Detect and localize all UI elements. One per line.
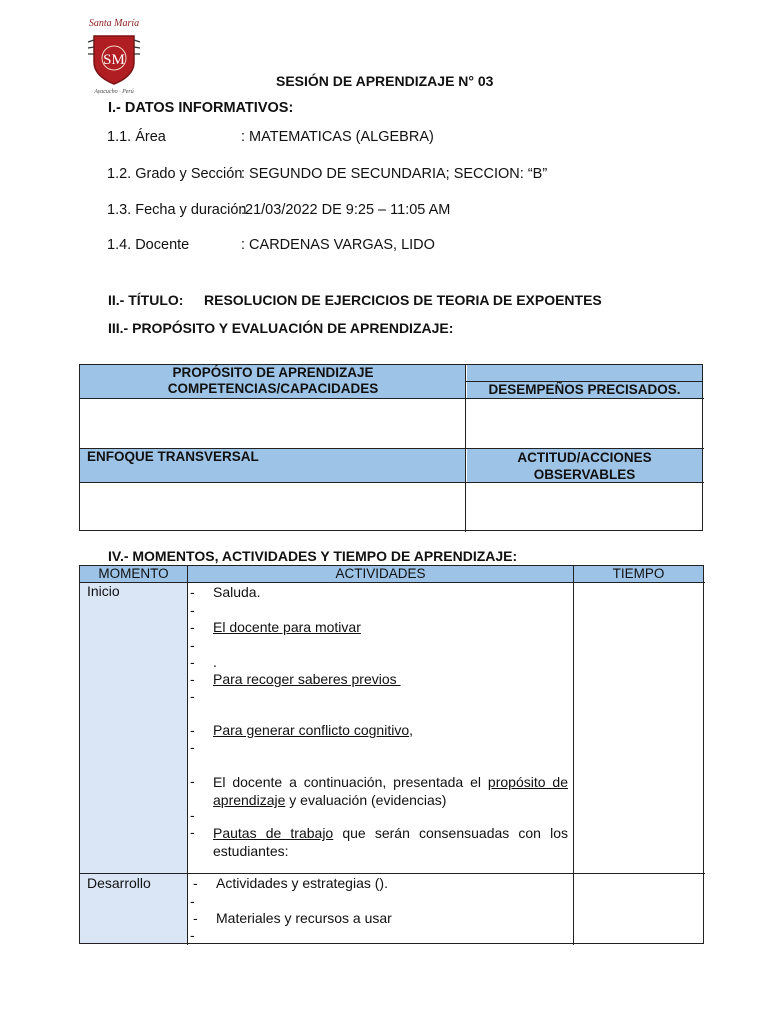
activity-text: El docente para motivar xyxy=(213,619,361,635)
header-enfoque xyxy=(80,449,466,482)
proposito-table xyxy=(79,364,703,531)
section3-heading: III.- PROPÓSITO Y EVALUACIÓN DE APRENDIZAJE: xyxy=(108,320,454,336)
info-row-docente xyxy=(107,237,435,253)
col-header-actividades: ACTIVIDADES xyxy=(188,566,573,582)
section4-heading: IV.- MOMENTOS, ACTIVIDADES Y TIEMPO DE APRENDIZAJE: xyxy=(108,548,518,564)
bullet-dash: - xyxy=(190,739,195,755)
info-value: :21/03/2022 DE 9:25 – 11:05 AM xyxy=(241,202,451,218)
divider xyxy=(80,873,705,874)
activity-text: Actividades y estrategias (). xyxy=(216,875,388,891)
session-title: SESIÓN DE APRENDIZAJE N° 03 xyxy=(276,73,494,89)
section1-heading: I.- DATOS INFORMATIVOS: xyxy=(108,100,294,116)
header-actitud xyxy=(467,449,702,482)
bullet-dash: - xyxy=(190,671,195,687)
moment-label-inicio: Inicio xyxy=(87,583,120,599)
activity-text: El docente a continuación, presentada el propósito de aprendizaje y evaluación (evidencias) xyxy=(213,774,568,808)
info-label: 1.1. Área xyxy=(107,129,166,145)
bullet-dash: - xyxy=(190,602,195,618)
bullet-dash: - xyxy=(190,893,195,909)
info-row-fecha xyxy=(107,202,451,218)
header-actitud-label-2: OBSERVABLES xyxy=(533,467,636,482)
bullet-dash: - xyxy=(190,688,195,704)
activity-text: Materiales y recursos a usar xyxy=(216,910,392,926)
school-logo xyxy=(78,14,150,94)
info-label: 1.4. Docente xyxy=(107,237,190,253)
info-value: : SEGUNDO DE SECUNDARIA; SECCION: “B” xyxy=(241,166,548,182)
bullet-dash: - xyxy=(190,824,195,840)
info-row-grado xyxy=(107,166,548,182)
activity-text: Saluda. xyxy=(213,584,261,600)
activity-text: Para generar conflicto cognitivo xyxy=(213,722,410,738)
info-label: 1.2. Grado y Sección xyxy=(107,166,243,182)
logo-bottom-text: Ayacucho · Perú xyxy=(94,89,134,94)
bullet-dash: - xyxy=(193,875,198,891)
section2-title-row xyxy=(108,292,602,308)
header-competencias-label: COMPETENCIAS/CAPACIDADES xyxy=(167,381,379,396)
activity-text: Pautas de trabajo que serán consensuadas con los estudiantes: xyxy=(213,825,568,859)
header-proposito-label: PROPÓSITO DE APRENDIZAJE xyxy=(172,365,374,380)
session-topic: RESOLUCION DE EJERCICIOS DE TEORIA DE EXPOENTES xyxy=(204,292,602,308)
logo-initials: SM xyxy=(103,52,125,68)
header-competencias xyxy=(80,365,466,399)
col-header-momento: MOMENTO xyxy=(80,566,187,582)
momento-cell-inicio xyxy=(80,583,187,873)
activity-text: . xyxy=(213,654,217,670)
momentos-table xyxy=(79,565,704,944)
bullet-dash: - xyxy=(193,910,198,926)
logo-top-text: Santa María xyxy=(88,18,140,29)
divider xyxy=(80,448,704,449)
bullet-dash: - xyxy=(190,773,195,789)
header-actitud-label-1: ACTITUD/ACCIONES xyxy=(517,450,652,465)
divider xyxy=(80,482,704,483)
divider xyxy=(466,381,703,382)
bullet-dash: - xyxy=(190,927,195,943)
bullet-dash: - xyxy=(190,619,195,635)
divider xyxy=(573,566,574,945)
divider xyxy=(80,398,704,399)
info-value: : MATEMATICAS (ALGEBRA) xyxy=(241,129,434,145)
bullet-dash: - xyxy=(190,584,195,600)
header-enfoque-label: ENFOQUE TRANSVERSAL xyxy=(87,449,259,464)
header-desempenos-label: DESEMPEÑOS PRECISADOS. xyxy=(488,382,681,397)
bullet-dash: - xyxy=(190,654,195,670)
activity-text: , xyxy=(409,722,413,738)
info-label: 1.3. Fecha y duración xyxy=(107,202,247,218)
col-header-tiempo: TIEMPO xyxy=(574,566,703,582)
section2-heading: II.- TÍTULO: xyxy=(108,292,184,308)
bullet-dash: - xyxy=(190,722,195,738)
header-desempenos xyxy=(467,365,702,399)
info-value: : CARDENAS VARGAS, LIDO xyxy=(241,237,435,253)
info-row-area xyxy=(107,129,434,145)
bullet-dash: - xyxy=(190,807,195,823)
moment-label-desarrollo: Desarrollo xyxy=(87,875,151,891)
divider xyxy=(187,566,188,945)
bullet-dash: - xyxy=(190,637,195,653)
activity-text: Para recoger saberes previos xyxy=(213,671,401,687)
